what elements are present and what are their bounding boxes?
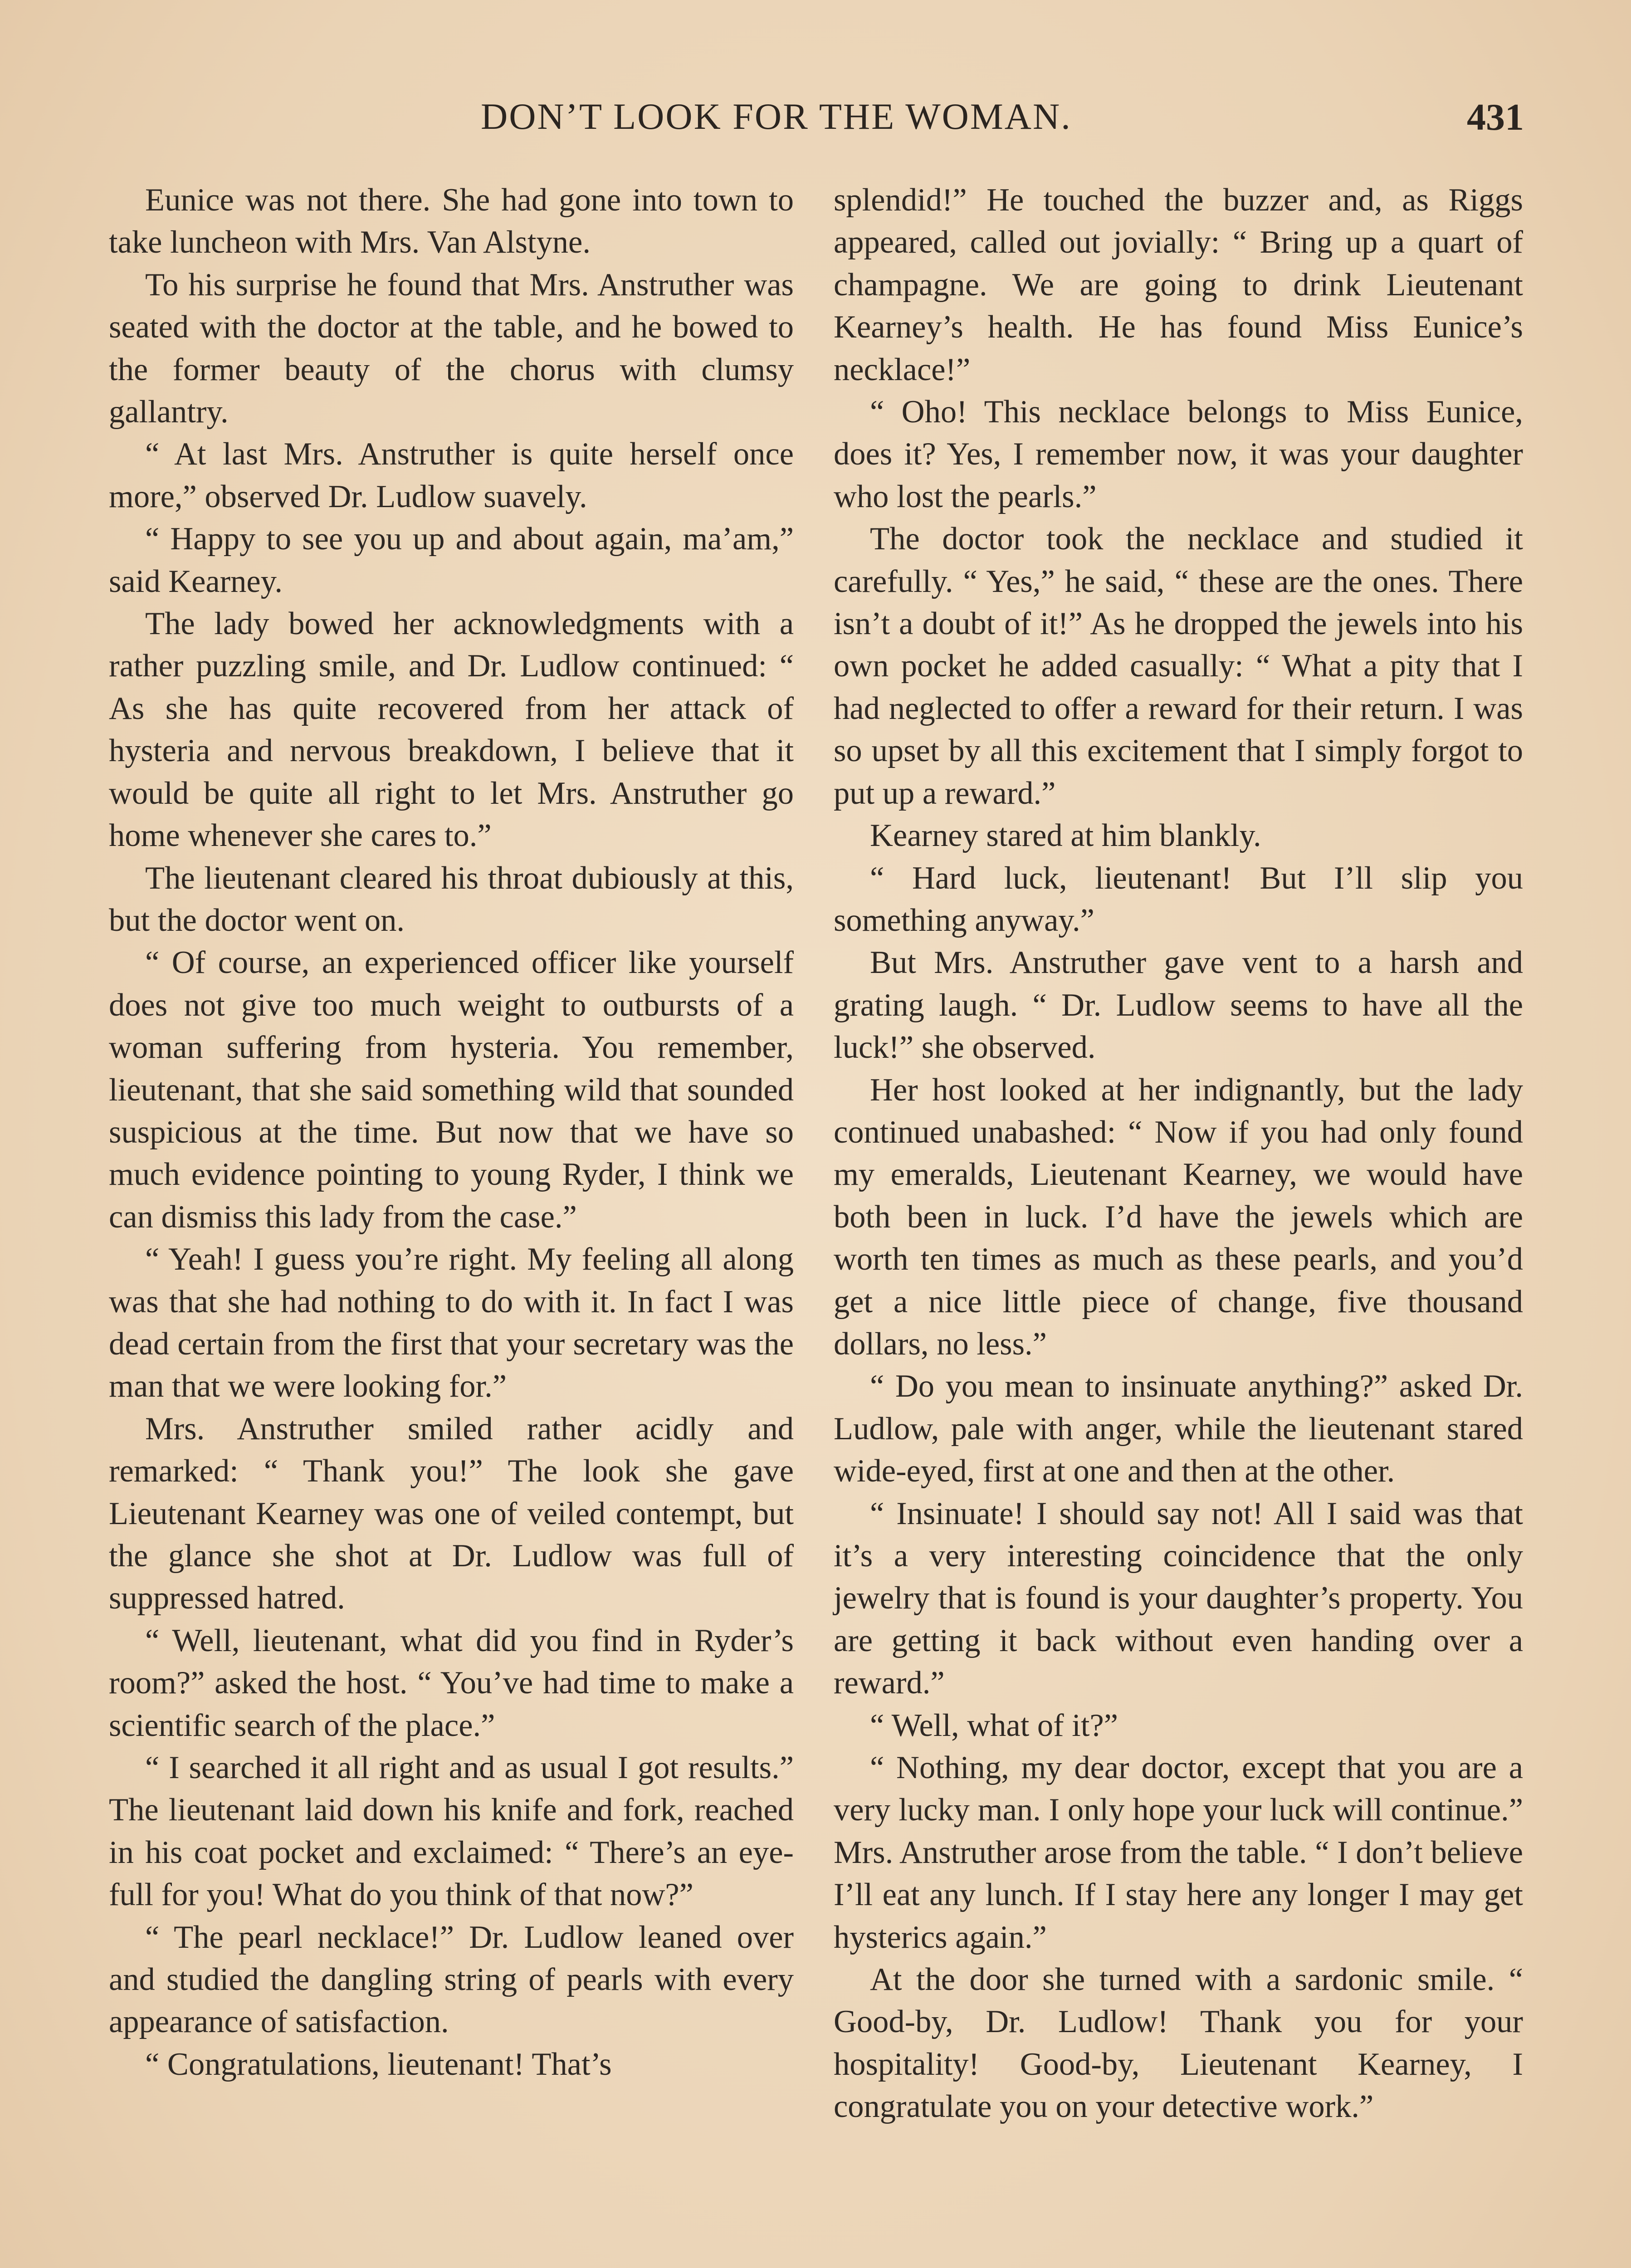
paragraph: “ I searched it all right and as usual I got results.” The lieutenant laid down his knife and fork, reached in his coat pocket and exclaimed: “ There’s an eye-full for you! What do you think of that now?” (109, 1750, 794, 1913)
paragraph: The lieutenant cleared his throat dubiously at this, but the doctor went on. (109, 860, 794, 938)
page-number: 431 (1467, 96, 1524, 138)
paragraph: Her host looked at her indignantly, but the lady continued unabashed: “ Now if you had only found my emeralds, Lieutenant Kearney, we would have both been in luck. I’d have the jewels which are worth ten times as much as these pearls, and you’d get a nice little piece of change, five thousand dollars, no less.” (834, 1072, 1523, 1362)
paragraph: “ Well, what of it?” (870, 1707, 1118, 1743)
page-header (0, 95, 1631, 145)
paragraph-continuation: splendid!” He touched the buzzer and, as Riggs appeared, called out jovially: “ Bring up a quart of champagne. We are going to drink Lieutenant Kearney’s health. He has found Miss Eunice’s necklace!” (834, 182, 1523, 387)
paragraph: But Mrs. Anstruther gave vent to a harsh and grating laugh. “ Dr. Ludlow seems to have all the luck!” she observed. (834, 945, 1523, 1066)
paragraph: “ Yeah! I guess you’re right. My feeling all along was that she had nothing to do with it. In fact I was dead certain from the first that your secretary was the man that we were looking for.” (109, 1242, 794, 1404)
paragraph: “ Well, lieutenant, what did you find in Ryder’s room?” asked the host. “ You’ve had time to make a scientific search of the place.” (109, 1623, 794, 1743)
paragraph: Mrs. Anstruther smiled rather acidly and remarked: “ Thank you!” The look she gave Lieutenant Kearney was one of veiled contempt, but the glance she shot at Dr. Ludlow was full of suppressed hatred. (109, 1411, 794, 1616)
right-column (834, 179, 1523, 2128)
paragraph: “ Oho! This necklace belongs to Miss Eunice, does it? Yes, I remember now, it was your daughter who lost the pearls.” (834, 394, 1523, 514)
left-column (109, 179, 794, 2086)
paragraph: “ Nothing, my dear doctor, except that you are a very lucky man. I only hope your luck will continue.” Mrs. Anstruther arose from the table. “ I don’t believe I’ll eat any lunch. If I stay here any longer I may get hysterics again.” (834, 1750, 1523, 1955)
paragraph: At the door she turned with a sardonic smile. “ Good-by, Dr. Ludlow! Thank you for your hospitality! Good-by, Lieutenant Kearney, I congratulate you on your detective work.” (834, 1962, 1523, 2125)
paragraph: “ Insinuate! I should say not! All I said was that it’s a very interesting coincidence that the only jewelry that is found is your daughter’s property. You are getting it back without even handing over a reward.” (834, 1496, 1523, 1701)
paragraph: The lady bowed her acknowledgments with a rather puzzling smile, and Dr. Ludlow continued: “ As she has quite recovered from her attack of hysteria and nervous breakdown, I believe that it would be quite all right to let Mrs. Anstruther go home whenever she cares to.” (109, 606, 794, 854)
paragraph: To his surprise he found that Mrs. Anstruther was seated with the doctor at the table, and he bowed to the former beauty of the chorus with clumsy gallantry. (109, 267, 794, 430)
paragraph: “ Do you mean to insinuate anything?” asked Dr. Ludlow, pale with anger, while the lieutenant stared wide-eyed, first at one and then at the other. (834, 1369, 1523, 1489)
paragraph: “ Congratulations, lieutenant! That’s (145, 2046, 612, 2082)
paragraph: “ Happy to see you up and about again, ma’am,” said Kearney. (109, 521, 794, 599)
paragraph: “ Of course, an experienced officer like yourself does not give too much weight to outbursts of a woman suffering from hysteria. You remember, lieutenant, that she said something wild that sounded suspicious at the time. But now that we have so much evidence pointing to young Ryder, I think we can dismiss this lady from the case.” (109, 945, 794, 1235)
paragraph: Eunice was not there. She had gone into town to take luncheon with Mrs. Van Alstyne. (109, 182, 794, 260)
running-title: DON’T LOOK FOR THE WOMAN. (481, 96, 1072, 137)
paragraph: “ Hard luck, lieutenant! But I’ll slip you something anyway.” (834, 860, 1523, 938)
paragraph: “ At last Mrs. Anstruther is quite herself once more,” observed Dr. Ludlow suavely. (109, 436, 794, 514)
paragraph: Kearney stared at him blankly. (870, 818, 1261, 854)
paragraph: The doctor took the necklace and studied it carefully. “ Yes,” he said, “ these are the ones. There isn’t a doubt of it!” As he dropped the jewels into his own pocket he added casually: “ What a pity that I had neglected to offer a reward for their return. I was so upset by all this excitement that I simply forgot to put up a reward.” (834, 521, 1523, 811)
paragraph: “ The pearl necklace!” Dr. Ludlow leaned over and studied the dangling string of pearls with every appearance of satisfaction. (109, 1919, 794, 2040)
